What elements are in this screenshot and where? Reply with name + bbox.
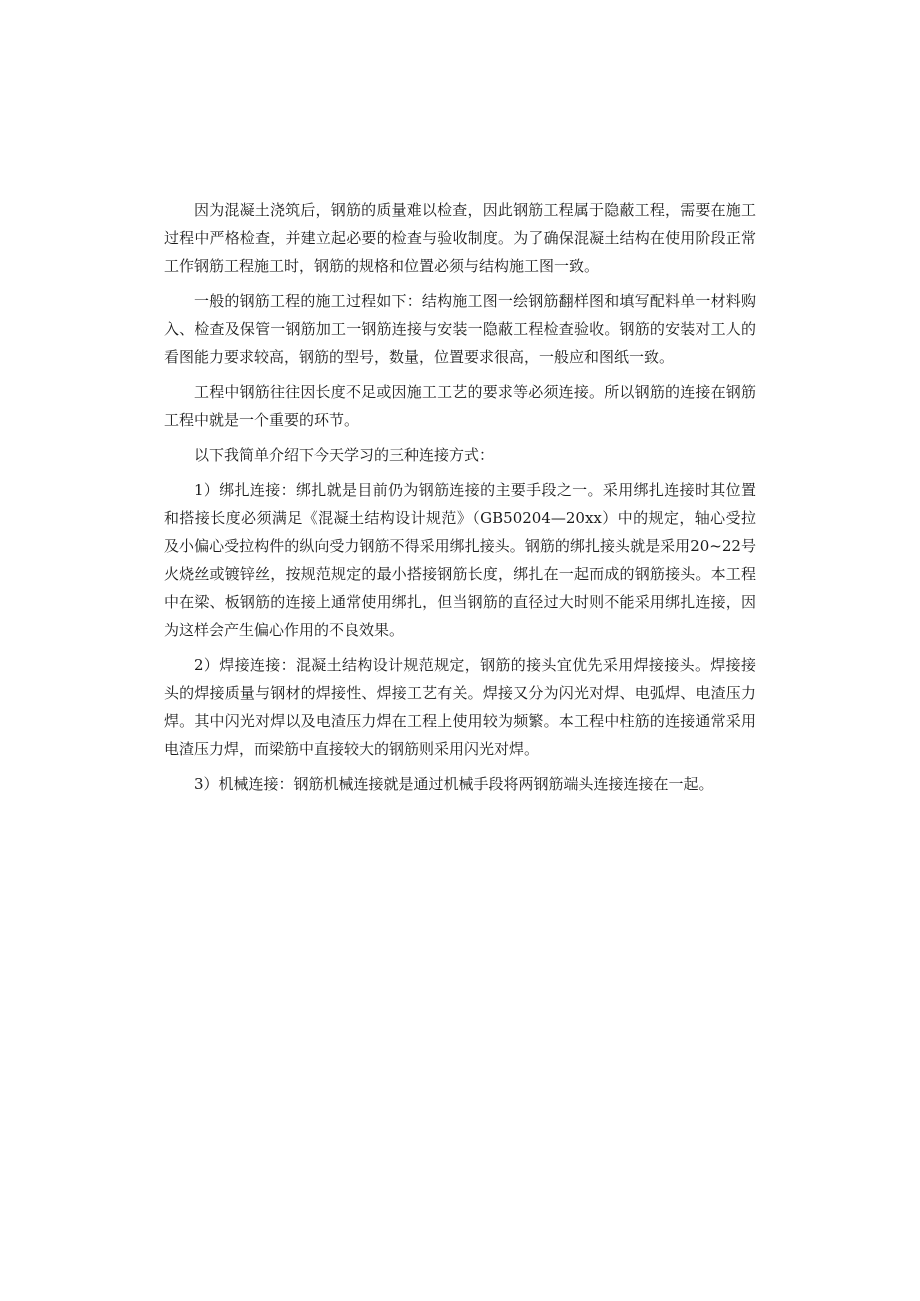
paragraph-connection-importance: 工程中钢筋往往因长度不足或因施工工艺的要求等必须连接。所以钢筋的连接在钢筋工程中就是一个重要的环节。 xyxy=(164,383,756,429)
document-body xyxy=(164,196,756,805)
paragraph-intro: 因为混凝土浇筑后，钢筋的质量难以检查，因此钢筋工程属于隐蔽工程，需要在施工过程中严格检查，并建立起必要的检查与验收制度。为了确保混凝土结构在使用阶段正常工作钢筋工程施工时，钢筋的规格和位置必须与结构施工图一致。 xyxy=(164,201,756,275)
paragraph-process: 一般的钢筋工程的施工过程如下：结构施工图一绘钢筋翻样图和填写配料单一材料购入、检查及保管一钢筋加工一钢筋连接与安装一隐蔽工程检查验收。钢筋的安装对工人的看图能力要求较高，钢筋的型号，数量，位置要求很高，一般应和图纸一致。 xyxy=(164,292,756,366)
paragraph-welding-connection: 2）焊接连接：混凝土结构设计规范规定，钢筋的接头宜优先采用焊接接头。焊接接头的焊接质量与钢材的焊接性、焊接工艺有关。焊接又分为闪光对焊、电弧焊、电渣压力焊。其中闪光对焊以及电渣压力焊在工程上使用较为频繁。本工程中柱筋的连接通常采用电渣压力焊，而梁筋中直接较大的钢筋则采用闪光对焊。 xyxy=(164,656,756,758)
paragraph-mechanical-connection: 3）机械连接：钢筋机械连接就是通过机械手段将两钢筋端头连接连接在一起。 xyxy=(194,775,714,793)
paragraph-methods-intro: 以下我简单介绍下今天学习的三种连接方式： xyxy=(194,446,495,464)
paragraph-binding-connection: 1）绑扎连接：绑扎就是目前仍为钢筋连接的主要手段之一。采用绑扎连接时其位置和搭接长度必须满足《混凝土结构设计规范》（GB50204—20xx）中的规定，轴心受拉及小偏心受拉构件的纵向受力钢筋不得采用绑扎接头。钢筋的绑扎接头就是采用20~22号火烧丝或镀锌丝，按规范规定的最小搭接钢筋长度，绑扎在一起而成的钢筋接头。本工程中在梁、板钢筋的连接上通常使用绑扎，但当钢筋的直径过大时则不能采用绑扎连接，因为这样会产生偏心作用的不良效果。 xyxy=(164,481,756,639)
